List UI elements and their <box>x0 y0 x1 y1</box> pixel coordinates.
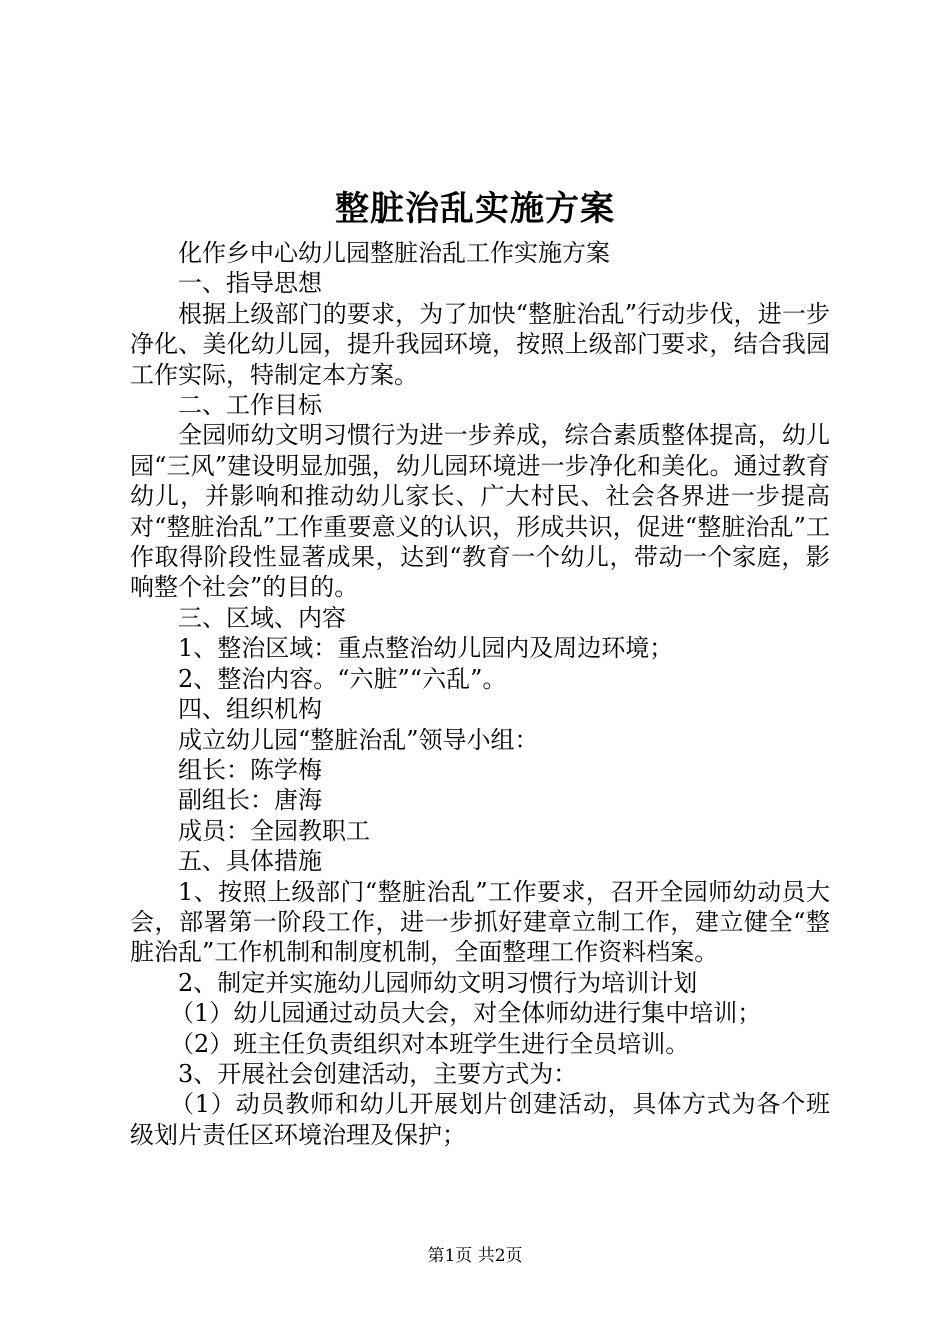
organization-intro-paragraph: 成立幼儿园“整脏治乱”领导小组： <box>178 725 539 754</box>
document-body <box>130 238 830 1150</box>
leader-line: 组长：陈学梅 <box>178 755 322 784</box>
document-title: 整脏治乱实施方案 <box>335 189 615 229</box>
page-number-footer: 第1页 共2页 <box>427 1246 523 1266</box>
section-heading-measures: 五、具体措施 <box>178 847 322 876</box>
section-heading-area-content: 三、区域、内容 <box>178 603 346 632</box>
section-heading-work-goals: 二、工作目标 <box>178 391 322 420</box>
measure-2-paragraph: 2、制定并实施幼儿园师幼文明习惯行为培训计划 <box>178 968 698 997</box>
content-item-paragraph: 2、整治内容。“六脏”“六乱”。 <box>178 664 507 693</box>
subtitle-paragraph: 化作乡中心幼儿园整脏治乱工作实施方案 <box>178 239 610 267</box>
work-goals-paragraph: 全园师幼文明习惯行为进一步养成，综合素质整体提高，幼儿园“三风”建设明显加强，幼儿园环境进一步净化和美化。通过教育幼儿，并影响和推动幼儿家长、广大村民、社会各界进一步提高对“整脏治乱”工作重要意义的认识，形成共识，促进“整脏治乱”工作取得阶段性显著成果，达到“教育一个幼儿，带动一个家庭，影响整个社会”的目的。 <box>130 421 830 602</box>
members-line: 成员：全园教职工 <box>178 816 370 845</box>
measure-2-sub-2-paragraph: （2）班主任负责组织对本班学生进行全员培训。 <box>170 1029 690 1058</box>
deputy-leader-line: 副组长：唐海 <box>178 786 322 815</box>
measure-3-sub-1-paragraph: （1）动员教师和幼儿开展划片创建活动，具体方式为各个班级划片责任区环境治理及保护； <box>130 1090 830 1149</box>
measure-2-sub-1-paragraph: （1）幼儿园通过动员大会，对全体师幼进行集中培训； <box>170 999 762 1028</box>
guiding-ideology-paragraph: 根据上级部门的要求，为了加快“整脏治乱”行动步伐，进一步净化、美化幼儿园，提升我园环境，按照上级部门要求，结合我园工作实际，特制定本方案。 <box>130 299 830 389</box>
section-heading-guiding-ideology: 一、指导思想 <box>178 269 322 298</box>
section-heading-organization: 四、组织机构 <box>178 695 322 724</box>
area-item-paragraph: 1、整治区域：重点整治幼儿园内及周边环境； <box>178 634 674 663</box>
measure-3-paragraph: 3、开展社会创建活动，主要方式为： <box>178 1059 578 1088</box>
measure-1-paragraph: 1、按照上级部门“整脏治乱”工作要求，召开全园师幼动员大会，部署第一阶段工作，进一步抓好建章立制工作，建立健全“整脏治乱”工作机制和制度机制，全面整理工作资料档案。 <box>130 877 830 967</box>
